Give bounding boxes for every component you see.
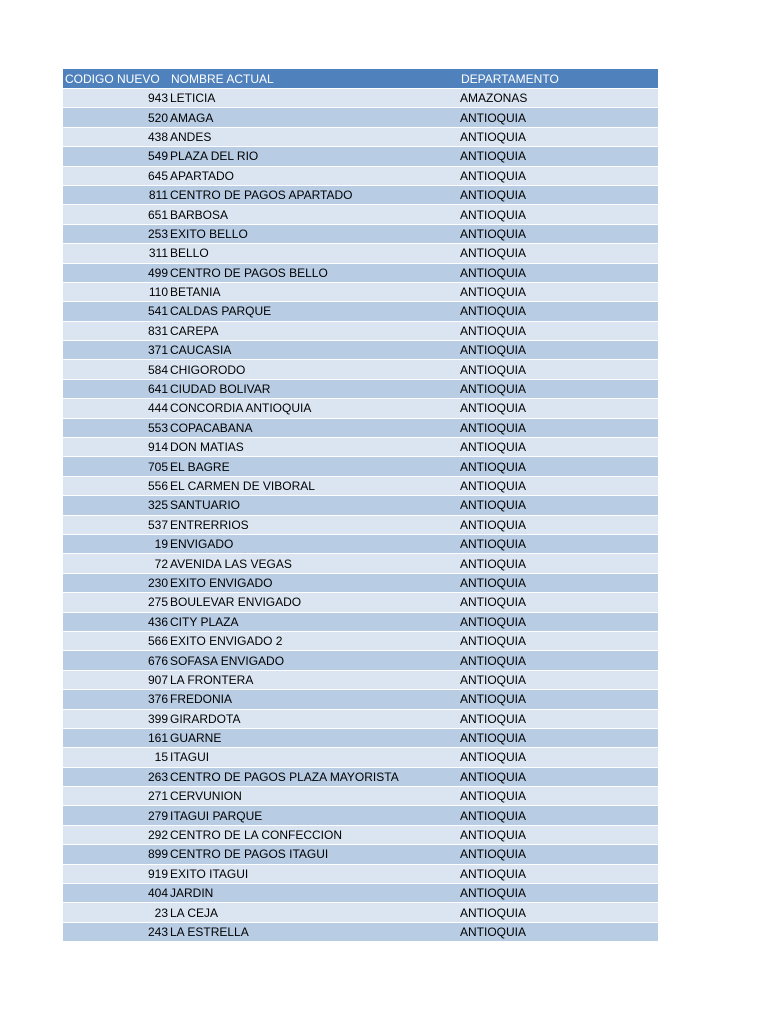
departamento-cell: ANTIOQUIA: [459, 302, 658, 321]
nombre-cell: AVENIDA LAS VEGAS: [169, 554, 459, 573]
codigo-cell: 520: [63, 108, 169, 127]
departamento-cell: ANTIOQUIA: [459, 922, 658, 941]
codigo-cell: 907: [63, 670, 169, 689]
table-row: [63, 89, 658, 108]
table-row: [63, 728, 658, 747]
nombre-cell: CIUDAD BOLIVAR: [169, 379, 459, 398]
codigo-cell: 444: [63, 399, 169, 418]
nombre-cell: JARDIN: [169, 884, 459, 903]
nombre-cell: ENVIGADO: [169, 534, 459, 553]
nombre-cell: SANTUARIO: [169, 496, 459, 515]
nombre-cell: CONCORDIA ANTIOQUIA: [169, 399, 459, 418]
departamento-cell: ANTIOQUIA: [459, 884, 658, 903]
nombre-cell: DON MATIAS: [169, 438, 459, 457]
departamento-cell: ANTIOQUIA: [459, 554, 658, 573]
nombre-cell: PLAZA DEL RIO: [169, 147, 459, 166]
departamento-cell: ANTIOQUIA: [459, 612, 658, 631]
codigo-cell: 641: [63, 379, 169, 398]
nombre-cell: EL CARMEN DE VIBORAL: [169, 476, 459, 495]
codigo-cell: 553: [63, 418, 169, 437]
departamento-cell: ANTIOQUIA: [459, 534, 658, 553]
nombre-cell: CHIGORODO: [169, 360, 459, 379]
codigo-cell: 556: [63, 476, 169, 495]
nombre-cell: ITAGUI: [169, 748, 459, 767]
codigo-cell: 943: [63, 89, 169, 108]
departamento-cell: ANTIOQUIA: [459, 457, 658, 476]
table-row: [63, 554, 658, 573]
table-row: [63, 185, 658, 204]
nombre-cell: EXITO BELLO: [169, 224, 459, 243]
departamento-cell: ANTIOQUIA: [459, 244, 658, 263]
nombre-cell: CALDAS PARQUE: [169, 302, 459, 321]
departamento-cell: ANTIOQUIA: [459, 496, 658, 515]
offices-table: [63, 69, 658, 942]
codigo-cell: 399: [63, 709, 169, 728]
departamento-cell: ANTIOQUIA: [459, 360, 658, 379]
departamento-cell: ANTIOQUIA: [459, 787, 658, 806]
departamento-cell: ANTIOQUIA: [459, 185, 658, 204]
table-row: [63, 496, 658, 515]
departamento-cell: ANTIOQUIA: [459, 825, 658, 844]
codigo-cell: 292: [63, 825, 169, 844]
codigo-cell: 376: [63, 690, 169, 709]
nombre-cell: FREDONIA: [169, 690, 459, 709]
table-row: [63, 166, 658, 185]
departamento-cell: ANTIOQUIA: [459, 147, 658, 166]
nombre-cell: COPACABANA: [169, 418, 459, 437]
departamento-cell: ANTIOQUIA: [459, 593, 658, 612]
departamento-cell: ANTIOQUIA: [459, 282, 658, 301]
table-row: [63, 399, 658, 418]
codigo-cell: 651: [63, 205, 169, 224]
table-row: [63, 263, 658, 282]
table-row: [63, 651, 658, 670]
header-nombre-actual: NOMBRE ACTUAL: [169, 69, 459, 89]
codigo-cell: 541: [63, 302, 169, 321]
codigo-cell: 404: [63, 884, 169, 903]
departamento-cell: ANTIOQUIA: [459, 864, 658, 883]
table-row: [63, 108, 658, 127]
table-row: [63, 127, 658, 146]
codigo-cell: 371: [63, 341, 169, 360]
departamento-cell: ANTIOQUIA: [459, 728, 658, 747]
table-header-row: [63, 69, 658, 89]
departamento-cell: ANTIOQUIA: [459, 321, 658, 340]
codigo-cell: 914: [63, 438, 169, 457]
departamento-cell: ANTIOQUIA: [459, 418, 658, 437]
departamento-cell: ANTIOQUIA: [459, 767, 658, 786]
table-row: [63, 205, 658, 224]
codigo-cell: 705: [63, 457, 169, 476]
table-row: [63, 845, 658, 864]
codigo-cell: 831: [63, 321, 169, 340]
table-body: [63, 89, 658, 942]
table-row: [63, 884, 658, 903]
header-codigo-nuevo: CODIGO NUEVO: [63, 69, 169, 89]
codigo-cell: 676: [63, 651, 169, 670]
table-row: [63, 147, 658, 166]
nombre-cell: EXITO ENVIGADO 2: [169, 631, 459, 650]
table-row: [63, 360, 658, 379]
nombre-cell: BELLO: [169, 244, 459, 263]
codigo-cell: 438: [63, 127, 169, 146]
codigo-cell: 161: [63, 728, 169, 747]
nombre-cell: CENTRO DE PAGOS BELLO: [169, 263, 459, 282]
table-row: [63, 709, 658, 728]
departamento-cell: ANTIOQUIA: [459, 709, 658, 728]
codigo-cell: 253: [63, 224, 169, 243]
table-row: [63, 476, 658, 495]
nombre-cell: APARTADO: [169, 166, 459, 185]
table-row: [63, 631, 658, 650]
departamento-cell: ANTIOQUIA: [459, 379, 658, 398]
nombre-cell: ENTRERRIOS: [169, 515, 459, 534]
table-row: [63, 341, 658, 360]
table-row: [63, 302, 658, 321]
table-row: [63, 593, 658, 612]
departamento-cell: AMAZONAS: [459, 89, 658, 108]
departamento-cell: ANTIOQUIA: [459, 166, 658, 185]
departamento-cell: ANTIOQUIA: [459, 845, 658, 864]
table-row: [63, 282, 658, 301]
nombre-cell: CAUCASIA: [169, 341, 459, 360]
codigo-cell: 311: [63, 244, 169, 263]
nombre-cell: BARBOSA: [169, 205, 459, 224]
nombre-cell: EXITO ENVIGADO: [169, 573, 459, 592]
codigo-cell: 230: [63, 573, 169, 592]
table-row: [63, 438, 658, 457]
departamento-cell: ANTIOQUIA: [459, 205, 658, 224]
nombre-cell: CENTRO DE PAGOS ITAGUI: [169, 845, 459, 864]
table-row: [63, 457, 658, 476]
departamento-cell: ANTIOQUIA: [459, 399, 658, 418]
table-row: [63, 534, 658, 553]
departamento-cell: ANTIOQUIA: [459, 651, 658, 670]
table-row: [63, 806, 658, 825]
departamento-cell: ANTIOQUIA: [459, 903, 658, 922]
nombre-cell: SOFASA ENVIGADO: [169, 651, 459, 670]
nombre-cell: EXITO ITAGUI: [169, 864, 459, 883]
departamento-cell: ANTIOQUIA: [459, 341, 658, 360]
table-row: [63, 690, 658, 709]
table-row: [63, 670, 658, 689]
table-row: [63, 787, 658, 806]
codigo-cell: 645: [63, 166, 169, 185]
codigo-cell: 899: [63, 845, 169, 864]
nombre-cell: BETANIA: [169, 282, 459, 301]
nombre-cell: CAREPA: [169, 321, 459, 340]
codigo-cell: 279: [63, 806, 169, 825]
nombre-cell: BOULEVAR ENVIGADO: [169, 593, 459, 612]
departamento-cell: ANTIOQUIA: [459, 515, 658, 534]
codigo-cell: 566: [63, 631, 169, 650]
codigo-cell: 325: [63, 496, 169, 515]
departamento-cell: ANTIOQUIA: [459, 476, 658, 495]
nombre-cell: ITAGUI PARQUE: [169, 806, 459, 825]
departamento-cell: ANTIOQUIA: [459, 224, 658, 243]
codigo-cell: 110: [63, 282, 169, 301]
codigo-cell: 15: [63, 748, 169, 767]
header-departamento: DEPARTAMENTO: [459, 69, 658, 89]
codigo-cell: 23: [63, 903, 169, 922]
nombre-cell: CENTRO DE LA CONFECCION: [169, 825, 459, 844]
nombre-cell: CERVUNION: [169, 787, 459, 806]
nombre-cell: AMAGA: [169, 108, 459, 127]
nombre-cell: CENTRO DE PAGOS APARTADO: [169, 185, 459, 204]
table-row: [63, 767, 658, 786]
nombre-cell: LA ESTRELLA: [169, 922, 459, 941]
codigo-cell: 549: [63, 147, 169, 166]
table-row: [63, 612, 658, 631]
departamento-cell: ANTIOQUIA: [459, 438, 658, 457]
departamento-cell: ANTIOQUIA: [459, 127, 658, 146]
table-row: [63, 573, 658, 592]
departamento-cell: ANTIOQUIA: [459, 263, 658, 282]
nombre-cell: GIRARDOTA: [169, 709, 459, 728]
codigo-cell: 811: [63, 185, 169, 204]
nombre-cell: LETICIA: [169, 89, 459, 108]
codigo-cell: 243: [63, 922, 169, 941]
table-row: [63, 418, 658, 437]
table-row: [63, 321, 658, 340]
nombre-cell: ANDES: [169, 127, 459, 146]
table-row: [63, 748, 658, 767]
codigo-cell: 275: [63, 593, 169, 612]
nombre-cell: CITY PLAZA: [169, 612, 459, 631]
nombre-cell: LA CEJA: [169, 903, 459, 922]
codigo-cell: 263: [63, 767, 169, 786]
table-row: [63, 224, 658, 243]
table-row: [63, 244, 658, 263]
table-row: [63, 515, 658, 534]
codigo-cell: 436: [63, 612, 169, 631]
table-row: [63, 825, 658, 844]
nombre-cell: CENTRO DE PAGOS PLAZA MAYORISTA: [169, 767, 459, 786]
table-row: [63, 903, 658, 922]
nombre-cell: EL BAGRE: [169, 457, 459, 476]
table-row: [63, 922, 658, 941]
departamento-cell: ANTIOQUIA: [459, 631, 658, 650]
departamento-cell: ANTIOQUIA: [459, 670, 658, 689]
departamento-cell: ANTIOQUIA: [459, 690, 658, 709]
departamento-cell: ANTIOQUIA: [459, 108, 658, 127]
table-row: [63, 379, 658, 398]
codigo-cell: 499: [63, 263, 169, 282]
codigo-cell: 919: [63, 864, 169, 883]
codigo-cell: 19: [63, 534, 169, 553]
codigo-cell: 72: [63, 554, 169, 573]
codigo-cell: 271: [63, 787, 169, 806]
nombre-cell: LA FRONTERA: [169, 670, 459, 689]
departamento-cell: ANTIOQUIA: [459, 748, 658, 767]
nombre-cell: GUARNE: [169, 728, 459, 747]
departamento-cell: ANTIOQUIA: [459, 573, 658, 592]
codigo-cell: 537: [63, 515, 169, 534]
codigo-cell: 584: [63, 360, 169, 379]
table-row: [63, 864, 658, 883]
departamento-cell: ANTIOQUIA: [459, 806, 658, 825]
